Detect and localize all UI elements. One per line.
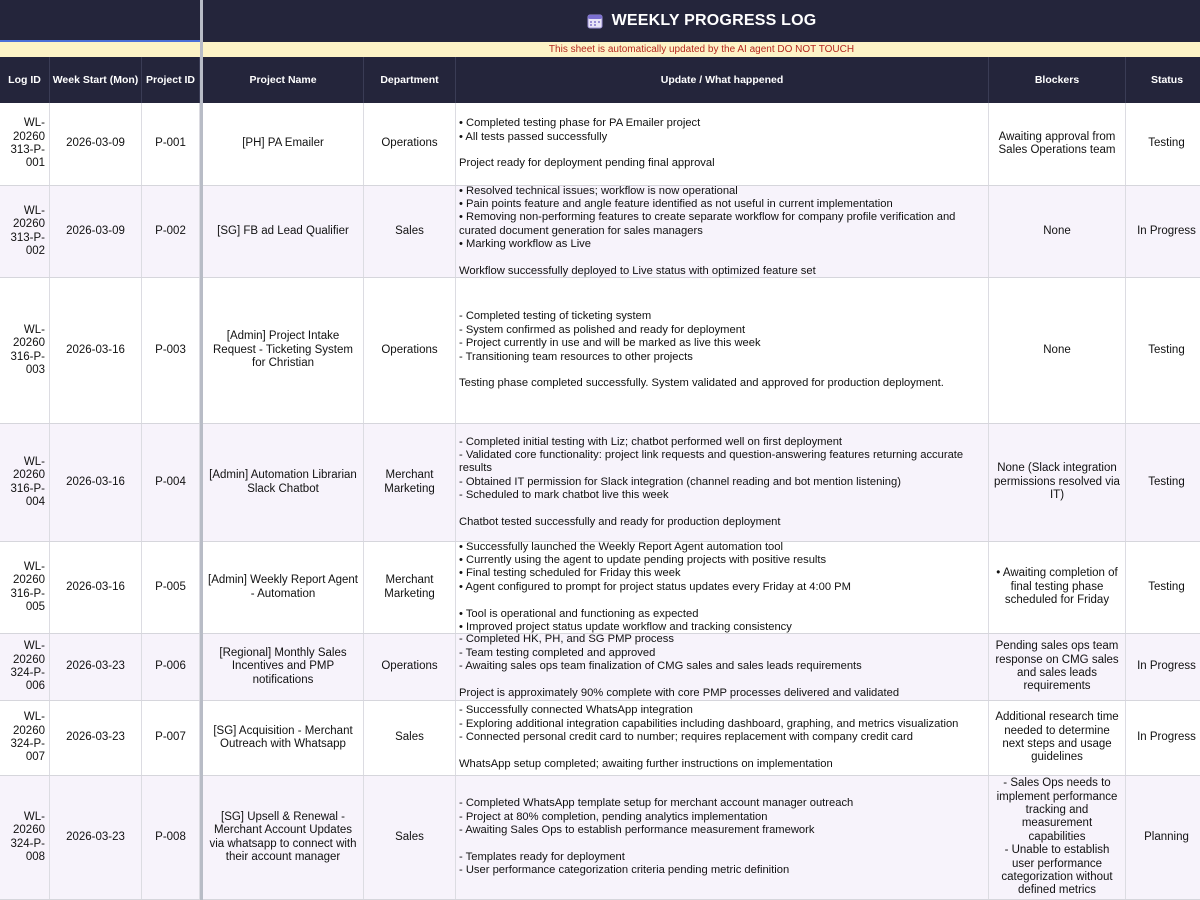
blockers-cell-text: None (1043, 224, 1071, 237)
project-name-cell[interactable] (203, 186, 364, 277)
update-cell[interactable] (456, 542, 989, 633)
column-header-project-name[interactable] (203, 57, 364, 103)
week-start-cell[interactable] (50, 278, 142, 423)
sheet-title-bar[interactable] (203, 0, 1200, 42)
update-cell-text: - Successfully connected WhatsApp integration - Exploring additional integration capabilities including dashboard, graphing, and metrics visualization - Connected personal credit card to number; requires replacement with company credit card WhatsApp setup completed; awaiting further instructions on implementation (459, 704, 959, 771)
update-cell-text: - Completed initial testing with Liz; chatbot performed well on first deployment - Validated core functionality: project link requests and question-answering features returning accurate results - Obtained IT permission for Slack integration (channel reading and bot mention listening) - Scheduled to mark chatbot live this week Chatbot tested successfully and ready for production deployment (459, 435, 964, 529)
status-cell-text: Testing (1148, 343, 1185, 356)
log-id-cell-text: WL-20260 324-P-008 (10, 810, 45, 863)
log-id-cell[interactable] (0, 278, 50, 423)
status-cell-text: In Progress (1137, 731, 1196, 744)
project-id-cell-text: P-007 (155, 731, 186, 744)
header-label: Log ID (8, 74, 41, 86)
week-start-cell[interactable] (50, 542, 142, 633)
blockers-cell-text: Pending sales ops team response on CMG sales and sales leads requirements (995, 640, 1119, 693)
blockers-cell[interactable] (989, 634, 1126, 700)
project-name-cell[interactable] (203, 542, 364, 633)
blockers-cell[interactable] (989, 186, 1126, 277)
calendar-icon (587, 13, 603, 29)
project-id-cell[interactable] (142, 424, 200, 541)
project-name-cell-text: [Admin] Automation Librarian Slack Chatbot (209, 469, 357, 495)
department-cell[interactable] (364, 776, 456, 899)
week-start-cell-text: 2026-03-09 (66, 137, 125, 150)
blockers-cell-text: Awaiting approval from Sales Operations team (998, 130, 1116, 156)
week-start-cell-text: 2026-03-16 (66, 475, 125, 488)
project-id-cell-text: P-005 (155, 580, 186, 593)
project-name-cell-text: [SG] Acquisition - Merchant Outreach with Whatsapp (213, 724, 353, 750)
status-cell-text: Testing (1148, 580, 1185, 593)
log-id-cell-text: WL-20260 324-P-007 (10, 711, 45, 764)
update-cell-text: • Completed testing phase for PA Emailer project • All tests passed successfully Project ready for deployment pending final approval (459, 117, 715, 170)
status-cell-text: Testing (1148, 137, 1185, 150)
status-cell[interactable] (1126, 424, 1200, 541)
project-id-cell[interactable] (142, 278, 200, 423)
project-id-cell[interactable] (142, 776, 200, 899)
project-name-cell-text: [Admin] Project Intake Request - Ticketing System for Christian (213, 330, 353, 370)
column-header-department[interactable] (364, 57, 456, 103)
project-id-cell-text: P-001 (155, 137, 186, 150)
week-start-cell-text: 2026-03-23 (66, 830, 125, 843)
blockers-cell[interactable] (989, 701, 1126, 775)
status-cell-text: In Progress (1137, 224, 1196, 237)
department-cell-text: Merchant Marketing (384, 574, 435, 600)
department-cell-text: Operations (381, 137, 438, 150)
status-cell[interactable] (1126, 701, 1200, 775)
week-start-cell-text: 2026-03-16 (66, 343, 125, 356)
blockers-cell[interactable] (989, 776, 1126, 899)
department-cell[interactable] (364, 542, 456, 633)
week-start-cell[interactable] (50, 186, 142, 277)
project-id-cell[interactable] (142, 103, 200, 185)
blockers-cell-text: - Sales Ops needs to implement performance tracking and measurement capabilities - Unable to establish user performance categorization without defined metrics (996, 777, 1118, 897)
project-name-cell-text: [Admin] Weekly Report Agent - Automation (208, 574, 358, 600)
project-id-cell-text: P-008 (155, 830, 186, 843)
project-id-cell[interactable] (142, 542, 200, 633)
log-id-cell-text: WL-20260 316-P-005 (10, 560, 45, 613)
column-header-log-id[interactable] (0, 57, 50, 103)
column-header-status[interactable] (1126, 57, 1200, 103)
project-id-cell-text: P-003 (155, 343, 186, 356)
update-cell[interactable] (456, 776, 989, 899)
frozen-columns-divider[interactable] (200, 0, 203, 900)
sheet-title: WEEKLY PROGRESS LOG (611, 12, 817, 29)
log-id-cell-text: WL-20260 316-P-004 (10, 455, 45, 508)
log-id-cell[interactable] (0, 542, 50, 633)
blockers-cell-text: • Awaiting completion of final testing phase scheduled for Friday (996, 567, 1118, 607)
status-cell[interactable] (1126, 103, 1200, 185)
log-id-cell[interactable] (0, 701, 50, 775)
department-cell-text: Operations (381, 660, 438, 673)
status-cell[interactable] (1126, 186, 1200, 277)
department-cell[interactable] (364, 424, 456, 541)
update-cell-text: - Completed WhatsApp template setup for merchant account manager outreach - Project at 80% completion, pending analytics implementation - Awaiting Sales Ops to establish performance measurement framework - Templates ready for deployment - User performance categorization criteria pending metric definition (459, 797, 854, 877)
week-start-cell[interactable] (50, 701, 142, 775)
project-id-cell-text: P-002 (155, 224, 186, 237)
week-start-cell[interactable] (50, 424, 142, 541)
blockers-cell[interactable] (989, 424, 1126, 541)
header-label: Status (1150, 74, 1184, 86)
log-id-cell-text: WL-20260 316-P-003 (10, 323, 45, 376)
project-id-cell[interactable] (142, 186, 200, 277)
department-cell-text: Sales (395, 830, 424, 843)
project-name-cell[interactable] (203, 701, 364, 775)
project-id-cell[interactable] (142, 634, 200, 700)
log-id-cell[interactable] (0, 634, 50, 700)
project-name-cell-text: [SG] FB ad Lead Qualifier (217, 224, 349, 237)
notice-text: This sheet is automatically updated by the AI agent DO NOT TOUCH (548, 44, 855, 55)
update-cell[interactable] (456, 634, 989, 700)
log-id-cell[interactable] (0, 186, 50, 277)
update-cell[interactable] (456, 701, 989, 775)
update-cell-text: • Successfully launched the Weekly Report Agent automation tool • Currently using the agent to update pending projects with positive results • Final testing scheduled for Friday this week • Agent configured to prompt for project status updates every Friday at 4:00 PM • Tool is operational and functioning as expected • Improved project status update workflow and tracking consistency (459, 542, 851, 633)
log-id-cell[interactable] (0, 776, 50, 899)
week-start-cell[interactable] (50, 634, 142, 700)
project-name-cell[interactable] (203, 103, 364, 185)
week-start-cell-text: 2026-03-23 (66, 731, 125, 744)
notice-left-fill (0, 42, 200, 57)
header-label: Project ID (145, 74, 195, 86)
status-cell[interactable] (1126, 776, 1200, 899)
department-cell[interactable] (364, 701, 456, 775)
update-cell[interactable] (456, 186, 989, 277)
project-name-cell-text: [Regional] Monthly Sales Incentives and PMP notifications (219, 646, 347, 686)
blockers-cell-text: None (1043, 343, 1071, 356)
log-id-cell-text: WL-20260 313-P-002 (10, 204, 45, 257)
week-start-cell[interactable] (50, 776, 142, 899)
log-id-cell[interactable] (0, 424, 50, 541)
column-header-week-start[interactable] (50, 57, 142, 103)
department-cell-text: Merchant Marketing (384, 469, 435, 495)
status-cell[interactable] (1126, 278, 1200, 423)
update-cell[interactable] (456, 103, 989, 185)
project-id-cell-text: P-006 (155, 660, 186, 673)
update-cell-text: - Completed HK, PH, and SG PMP process - Team testing completed and approved - Awaiting sales ops team finalization of CMG sales and sales leads requirements Project is approximately 90% complete with core PMP processes delivered and validated (459, 634, 900, 700)
blockers-cell[interactable] (989, 278, 1126, 423)
department-cell[interactable] (364, 103, 456, 185)
status-cell-text: Testing (1148, 475, 1185, 488)
blockers-cell[interactable] (989, 542, 1126, 633)
week-start-cell[interactable] (50, 103, 142, 185)
project-name-cell-text: [SG] Upsell & Renewal - Merchant Account Updates via whatsapp to connect with their account manager (209, 810, 357, 863)
project-name-cell[interactable] (203, 776, 364, 899)
department-cell[interactable] (364, 186, 456, 277)
project-id-cell-text: P-004 (155, 475, 186, 488)
blockers-cell-text: None (Slack integration permissions resolved via IT) (994, 462, 1120, 502)
department-cell-text: Sales (395, 224, 424, 237)
log-id-cell[interactable] (0, 103, 50, 185)
column-header-blockers[interactable] (989, 57, 1126, 103)
project-name-cell-text: [PH] PA Emailer (242, 137, 324, 150)
blockers-cell-text: Additional research time needed to determine next steps and usage guidelines (995, 711, 1119, 764)
project-name-cell[interactable] (203, 634, 364, 700)
header-label: Update / What happened (660, 74, 784, 86)
header-label: Week Start (Mon) (52, 74, 139, 86)
status-cell[interactable] (1126, 542, 1200, 633)
status-cell-text: Planning (1144, 830, 1189, 843)
update-cell[interactable] (456, 278, 989, 423)
department-cell-text: Operations (381, 343, 438, 356)
header-label: Blockers (1034, 74, 1080, 86)
log-id-cell-text: WL-20260 313-P-001 (10, 117, 45, 170)
department-cell[interactable] (364, 278, 456, 423)
frozen-header-left (0, 0, 200, 42)
week-start-cell-text: 2026-03-23 (66, 660, 125, 673)
department-cell-text: Sales (395, 731, 424, 744)
week-start-cell-text: 2026-03-16 (66, 580, 125, 593)
status-cell-text: In Progress (1137, 660, 1196, 673)
status-cell[interactable] (1126, 634, 1200, 700)
update-cell-text: • Resolved technical issues; workflow is now operational • Pain points feature and angle feature identified as not useful in current implementation • Removing non-performing features to create separate workflow for company profile verification and curated document generation for sales managers • Marking workflow as Live Workflow successfully deployed to Live status with optimized feature set (459, 186, 956, 277)
blockers-cell[interactable] (989, 103, 1126, 185)
column-header-update[interactable] (456, 57, 989, 103)
column-header-project-id[interactable] (142, 57, 200, 103)
week-start-cell-text: 2026-03-09 (66, 224, 125, 237)
project-name-cell[interactable] (203, 278, 364, 423)
update-cell[interactable] (456, 424, 989, 541)
header-label: Department (380, 74, 439, 86)
log-id-cell-text: WL-20260 324-P-006 (10, 640, 45, 693)
department-cell[interactable] (364, 634, 456, 700)
project-id-cell[interactable] (142, 701, 200, 775)
header-label: Project Name (249, 74, 317, 86)
auto-update-notice[interactable] (203, 42, 1200, 57)
project-name-cell[interactable] (203, 424, 364, 541)
update-cell-text: - Completed testing of ticketing system - System confirmed as polished and ready for deployment - Project currently in use and will be marked as live this week - Transitioning team resources to other projects Testing phase completed successfully. System validated and approved for production deployment. (459, 310, 944, 390)
